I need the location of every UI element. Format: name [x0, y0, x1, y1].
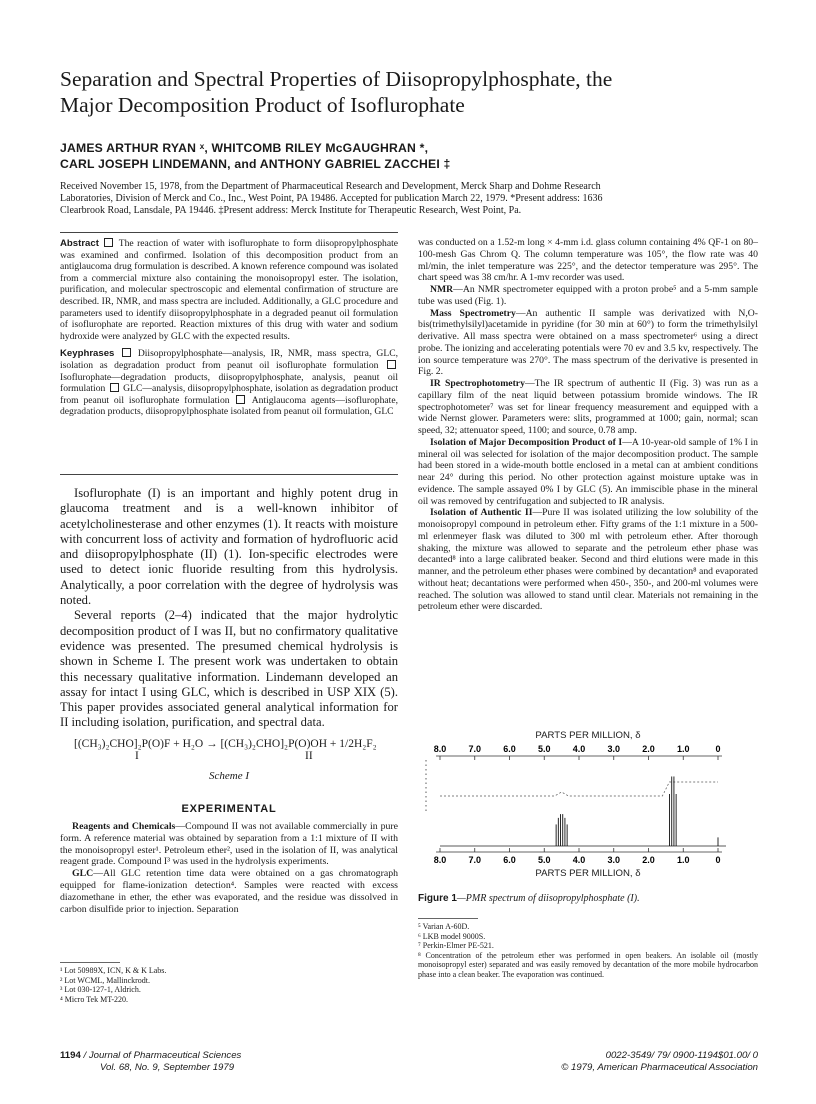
scheme-equation: [(CH₃)₂CHO]₂P(O)F + H₂O → [(CH₃)₂CHO]₂P(O)OH + 1/2H₂F₂: [74, 738, 377, 750]
box-icon: [236, 395, 245, 404]
experimental-text: Reagents and Chemicals—Compound II was not available commercially in pure form. A reference material was obtained by separation from a 1:1 mixture of II with the monoisopropyl ester¹. Petroleum ether², used in the isolation of II, was analytical reagent grade. Compound I³ was used in the hydrolysis experiments. GLC—All GLC retention time data were obtained on a gas chromatograph equipped for flame-ionization detection⁴. Samples were reacted with excess diazomethane in ether, the ether was evaporated, and the residue was dissolved in carbon disulfide prior to injection. Separation: [60, 821, 398, 915]
bottom-tick-label: 6.0: [503, 855, 516, 865]
ir-heading: IR Spectrophotometry: [430, 378, 525, 389]
experimental-section: [60, 803, 398, 915]
box-icon: [387, 360, 396, 369]
authors-line-1: JAMES ARTHUR RYAN ˣ, WHITCOMB RILEY McGAUGHRAN *,: [60, 141, 429, 155]
top-tick-label: 1.0: [676, 744, 690, 754]
isolation-authentic-heading: Isolation of Authentic II: [430, 507, 533, 519]
received-line-1: Received November 15, 1978, from the Department of Pharmaceutical Research and Development, Merck Sharp and Dohme Research: [60, 181, 601, 192]
top-tick-label: 5.0: [537, 744, 551, 754]
abstract-block: [60, 238, 398, 418]
scheme-caption: Scheme I: [208, 770, 249, 782]
keyphrases-label: Keyphrases: [60, 348, 115, 360]
scheme-label-i: I: [135, 750, 139, 762]
paper-title: [60, 66, 760, 118]
author-list: [60, 140, 760, 172]
page-number: 1194: [60, 1050, 81, 1061]
isolation-authentic-text: Pure II was isolated utilizing the low solubility of the monoisopropyl compound in petroleum ether. Fifty grams of the 1:1 mixture in a 500-ml erlenmeyer flask was diluted to 300 ml with petroleum ether. After thorough shaking, the mixture was allowed to separate and the petroleum ether phase was decanted⁸ into a large calibrated beaker. Second and third elutions were made in this manner, and the petroleum ether phases were combined by decantation⁸ and evaporated without heat; decantations were performed when 450-, 350-, and 200-ml volumes were reached. The solution was allowed to stand until clear. Materials not remaining in the petroleum ether were discarded.: [418, 507, 758, 613]
footer-left: [60, 1050, 400, 1073]
reagents-text: Compound II was not available commercially in pure form. A reference material was obtained by separation from a 1:1 mixture of II with the monoisopropyl ester¹. Petroleum ether², used in the isolation of II, was analytical reagent grade. Compound I³ was used in the hydrolysis experiments.: [60, 821, 398, 868]
footnote-5: ⁵ Varian A-60D.: [418, 922, 470, 931]
footnotes-left: [60, 966, 390, 1004]
figure-1: [418, 730, 758, 880]
box-icon: [110, 383, 119, 392]
copyright: © 1979, American Pharmaceutical Association: [561, 1061, 758, 1073]
authors-line-2: CARL JOSEPH LINDEMANN, and ANTHONY GABRIEL ZACCHEI ‡: [60, 157, 451, 171]
integration-trace: [440, 782, 718, 796]
footnote-rule-right: [418, 918, 478, 919]
top-tick-label: 6.0: [503, 744, 516, 754]
box-icon: [104, 238, 113, 247]
figure-caption-text: —PMR spectrum of diisopropylphosphate (I).: [456, 893, 640, 904]
footnote-7: ⁷ Perkin-Elmer PE-521.: [418, 941, 494, 951]
glc-continued: was conducted on a 1.52-m long × 4-mm i.d. glass column containing 4% QF-1 on 80–100-mesh Gas Chrom Q. The column temperature was 105°, the flow rate was 40 ml/min, the inlet temperature was 225°, and the detector temperature was 295°. The chart speed was 38 cm/hr. A 1-mv recorder was used.: [418, 237, 758, 284]
axis-title-bottom: PARTS PER MILLION, δ: [535, 868, 641, 879]
axis-title-top: PARTS PER MILLION, δ: [535, 730, 641, 741]
bottom-tick-label: 1.0: [676, 855, 690, 865]
top-tick-label: 3.0: [607, 744, 621, 754]
issn-code: 0022-3549/ 79/ 0900-1194$01.00/ 0: [605, 1050, 758, 1061]
box-icon: [122, 348, 131, 357]
keyphrase-2: Isoflurophate—degradation products, diisopropylphosphate, analysis, peanut oil formulation: [60, 371, 398, 395]
title-line-1: Separation and Spectral Properties of Diisopropylphosphate, the: [60, 67, 613, 91]
keyphrase-1: Diisopropylphosphate—analysis, IR, NMR, mass spectra, GLC, isolation as degradation product from peanut oil isoflurophate formulation: [60, 348, 399, 371]
right-column-text: was conducted on a 1.52-m long × 4-mm i.d. glass column containing 4% QF-1 on 80–100-mesh Gas Chrom Q. The column temperature was 105°, the flow rate was 40 ml/min, the inlet temperature was 225°, and the detector temperature was 295°. The chart speed was 38 cm/hr. A 1-mv recorder was used. NMR—An NMR spectrometer equipped with a proton probe⁵ and a 5-mm sample tube was used (Fig. 1). Mass Spectrometry—An authentic II sample was derivatized with N,O-bis(trimethylsilyl)acetamide in pyridine (for 30 min at 60°) to form the trimethylsilyl derivative. All mass spectra were obtained on a mass spectrometer⁶ using a direct probe. The ionizing and accelerating potentials were 70 ev and 3.5 kv, respectively. The ion source temperature was 270°. The mass spectrum of the derivative is presented in Fig. 2. IR Spectrophotometry—The IR spectrum of authentic II (Fig. 3) was run as a capillary film of the neat liquid between potassium bromide windows. The IR spectrophotometer⁷ was set for linear frequency measurement and equipped with a wide Nernst glower. Parameters were: slits, programmed at 1000; gain, normal; scan speed, 32; attenuator speed, 1100; and source, 0.78 amp. Isolation of Major Decomposition Product of I—A 10-year-old sample of 1% I in mineral oil was selected for isolation of the major decomposition product. The sample had been stored in a wide-mouth bottle enclosed in a metal can at ambient conditions near 24° during this period. No other protection against moisture uptake was in evidence. The sample assayed 0% I by GLC (5). An immiscible phase in the mineral oil was removed by centrifugation and subjected to IR analysis. Isolation of Authentic II—Pure II was isolated utilizing the low solubility of the monoisopropyl compound in petroleum ether. Fifty grams of the 1:1 mixture in a 500-ml erlenmeyer flask was diluted to 300 ml with petroleum ether. After thorough shaking, the mixture was allowed to separate and the petroleum ether phase was decanted⁸ into a large calibrated beaker. Second and third elutions were made in this manner, and the petroleum ether phases were combined by decantation⁸ and evaporated without heat; decantations were performed when 450-, 350-, and 200-ml volumes were reached. The solution was allowed to stand until clear. Materials not remaining in the petroleum ether were discarded.: [418, 237, 758, 613]
footnote-2: ² Lot WCML, Mallinckrodt.: [60, 975, 151, 985]
top-tick-label: 0: [715, 744, 721, 754]
bottom-tick-label: 8.0: [433, 855, 447, 865]
abstract-label: Abstract: [60, 238, 99, 249]
scheme-label-ii: II: [305, 750, 313, 762]
received-line-3: Clearbrook Road, Lansdale, PA 19446. ‡Present address: Merck Institute for Therapeutic Research, West Point, Pa.: [60, 205, 522, 216]
nmr-heading: NMR: [430, 284, 454, 295]
journal-name: / Journal of Pharmaceutical Sciences: [83, 1050, 242, 1061]
footnote-1: ¹ Lot 50989X, ICN, K & K Labs.: [60, 966, 167, 975]
top-tick-label: 7.0: [468, 744, 482, 754]
bottom-tick-label: 4.0: [572, 855, 586, 865]
glc-text: All GLC retention time data were obtained on a gas chromatograph equipped for flame-ionization detection⁴. Samples were reacted with excess diazomethane in ether, the ether was evaporated, and the residue was dissolved in carbon disulfide prior to injection. Separation: [60, 868, 398, 915]
nmr-text: An NMR spectrometer equipped with a proton probe⁵ and a 5-mm sample tube was used (Fig. 1).: [418, 284, 758, 307]
scheme-block: [60, 738, 398, 782]
reagents-heading: Reagents and Chemicals: [72, 821, 176, 832]
bottom-tick-label: 5.0: [537, 855, 551, 865]
intro-paragraph-1: Isoflurophate (I) is an important and highly potent drug in glaucoma treatment and is a well-known inhibitor of acetylcholinesterase and other enzymes (1). It reacts with moisture with concurrent loss of activity and formation of hydrofluoric acid and diisopropylphosphate (II) (1). Ion-specific electrodes were used to detect ionic fluoride resulting from this hydrolysis. Analytically, a poor correlation with the degree of hydrolysis was noted.: [60, 486, 398, 608]
figure-caption-label: Figure 1: [418, 893, 457, 904]
figure-caption: [418, 893, 758, 904]
footnote-rule-left: [60, 962, 120, 963]
abstract-top-rule: [60, 232, 398, 233]
footnotes-right: [418, 922, 758, 980]
introduction: [60, 486, 398, 731]
top-tick-label: 8.0: [433, 744, 447, 754]
mass-spec-heading: Mass Spectrometry: [430, 307, 516, 319]
abstract-bottom-rule: [60, 474, 398, 475]
bottom-tick-label: 3.0: [607, 855, 621, 865]
footnote-4: ⁴ Micro Tek MT-220.: [60, 994, 129, 1004]
footnote-3: ³ Lot 030-127-1, Aldrich.: [60, 985, 141, 995]
glc-heading: GLC: [72, 868, 94, 880]
isolation-decomp-heading: Isolation of Major Decomposition Product of I: [430, 436, 623, 448]
keyphrase-3: GLC—analysis, diisopropylphosphate, isolation as degradation product from peanut oil isoflurophate formulation: [60, 383, 399, 406]
keyphrase-4: Antiglaucoma agents—isoflurophate, degradation products, diisopropylphosphate isolated from peanut oil formulation, GLC: [60, 394, 398, 418]
footnote-8: ⁸ Concentration of the petroleum ether was performed in open beakers. An isolable oil (mostly monoisopropyl ester) separated and was easily removed by decantation of the more mobile hydrocarbon phase into a clean beaker. The evaporation was continued.: [418, 950, 758, 979]
journal-volume: Vol. 68, No. 9, September 1979: [100, 1061, 235, 1073]
top-tick-label: 2.0: [642, 744, 655, 754]
experimental-heading: EXPERIMENTAL: [181, 803, 277, 815]
nmr-spectrum-plot: [418, 742, 758, 866]
scheme-compound-labels: [60, 750, 398, 764]
bottom-tick-label: 2.0: [642, 855, 655, 865]
bottom-tick-label: 0: [715, 855, 721, 865]
received-line-2: Laboratories, Division of Merck and Co., Inc., West Point, PA 19486. Accepted for publication March 22, 1979. *Present address: 1636: [60, 193, 603, 204]
isolation-decomp-text: A 10-year-old sample of 1% I in mineral oil was selected for isolation of the major decomposition product. The sample had been stored in a wide-mouth bottle enclosed in a metal can at ambient conditions near 24° during this period. No other protection against moisture uptake was in evidence. The sample assayed 0% I by GLC (5). An immiscible phase in the mineral oil was removed by centrifugation and subjected to IR analysis.: [418, 436, 758, 507]
footer-right: [470, 1050, 758, 1073]
ir-text: The IR spectrum of authentic II (Fig. 3) was run as a capillary film of the neat liquid between potassium bromide windows. The IR spectrophotometer⁷ was set for linear frequency measurement and equipped with a wide Nernst glower. Parameters were: slits, programmed at 1000; gain, normal; scan speed, 32; attenuator speed, 1100; and source, 0.78 amp.: [418, 378, 758, 436]
title-line-2: Major Decomposition Product of Isoflurophate: [60, 93, 465, 117]
abstract-text: The reaction of water with isoflurophate to form diisopropylphosphate was examined and confirmed. Isolation of this decomposition product from an antiglaucoma drug formulation is described. A known reference compound was isolated from a commercial mixture also containing the monoisopropyl ester. The isolation, purification, and molecular spectroscopic and elemental confirmation of structure are described. IR, NMR, and mass spectra are included. Additionally, a GLC procedure and parameters used to identify diisopropylphosphate in a degraded peanut oil formulation of isoflurophate are reported. Reaction mixtures of this drug with water and sodium hydroxide were analyzed by GLC with the expected results.: [60, 238, 399, 342]
footnote-6: ⁶ LKB model 9000S.: [418, 931, 486, 941]
mass-spec-text: An authentic II sample was derivatized with N,O-bis(trimethylsilyl)acetamide in pyridine (for 30 min at 60°) to form the trimethylsilyl derivative. All mass spectra were obtained on a mass spectrometer⁶ using a direct probe. The ionizing and accelerating potentials were 70 ev and 3.5 kv, respectively. The ion source temperature was 270°. The mass spectrum of the derivative is presented in Fig. 2.: [418, 307, 758, 378]
top-tick-label: 4.0: [572, 744, 586, 754]
intro-paragraph-2: Several reports (2–4) indicated that the major hydrolytic decomposition product of I was II, but no confirmatory qualitative evidence was presented. The presumed chemical hydrolysis is shown in Scheme I. The present work was undertaken to obtain this necessary qualitative information. Lindemann developed an assay for intact I using GLC, which is described in USP XIX (5). This paper provides associated general analytical information for II including isolation, purification, and spectral data.: [60, 608, 398, 730]
received-info: [60, 181, 760, 217]
bottom-tick-label: 7.0: [468, 855, 482, 865]
